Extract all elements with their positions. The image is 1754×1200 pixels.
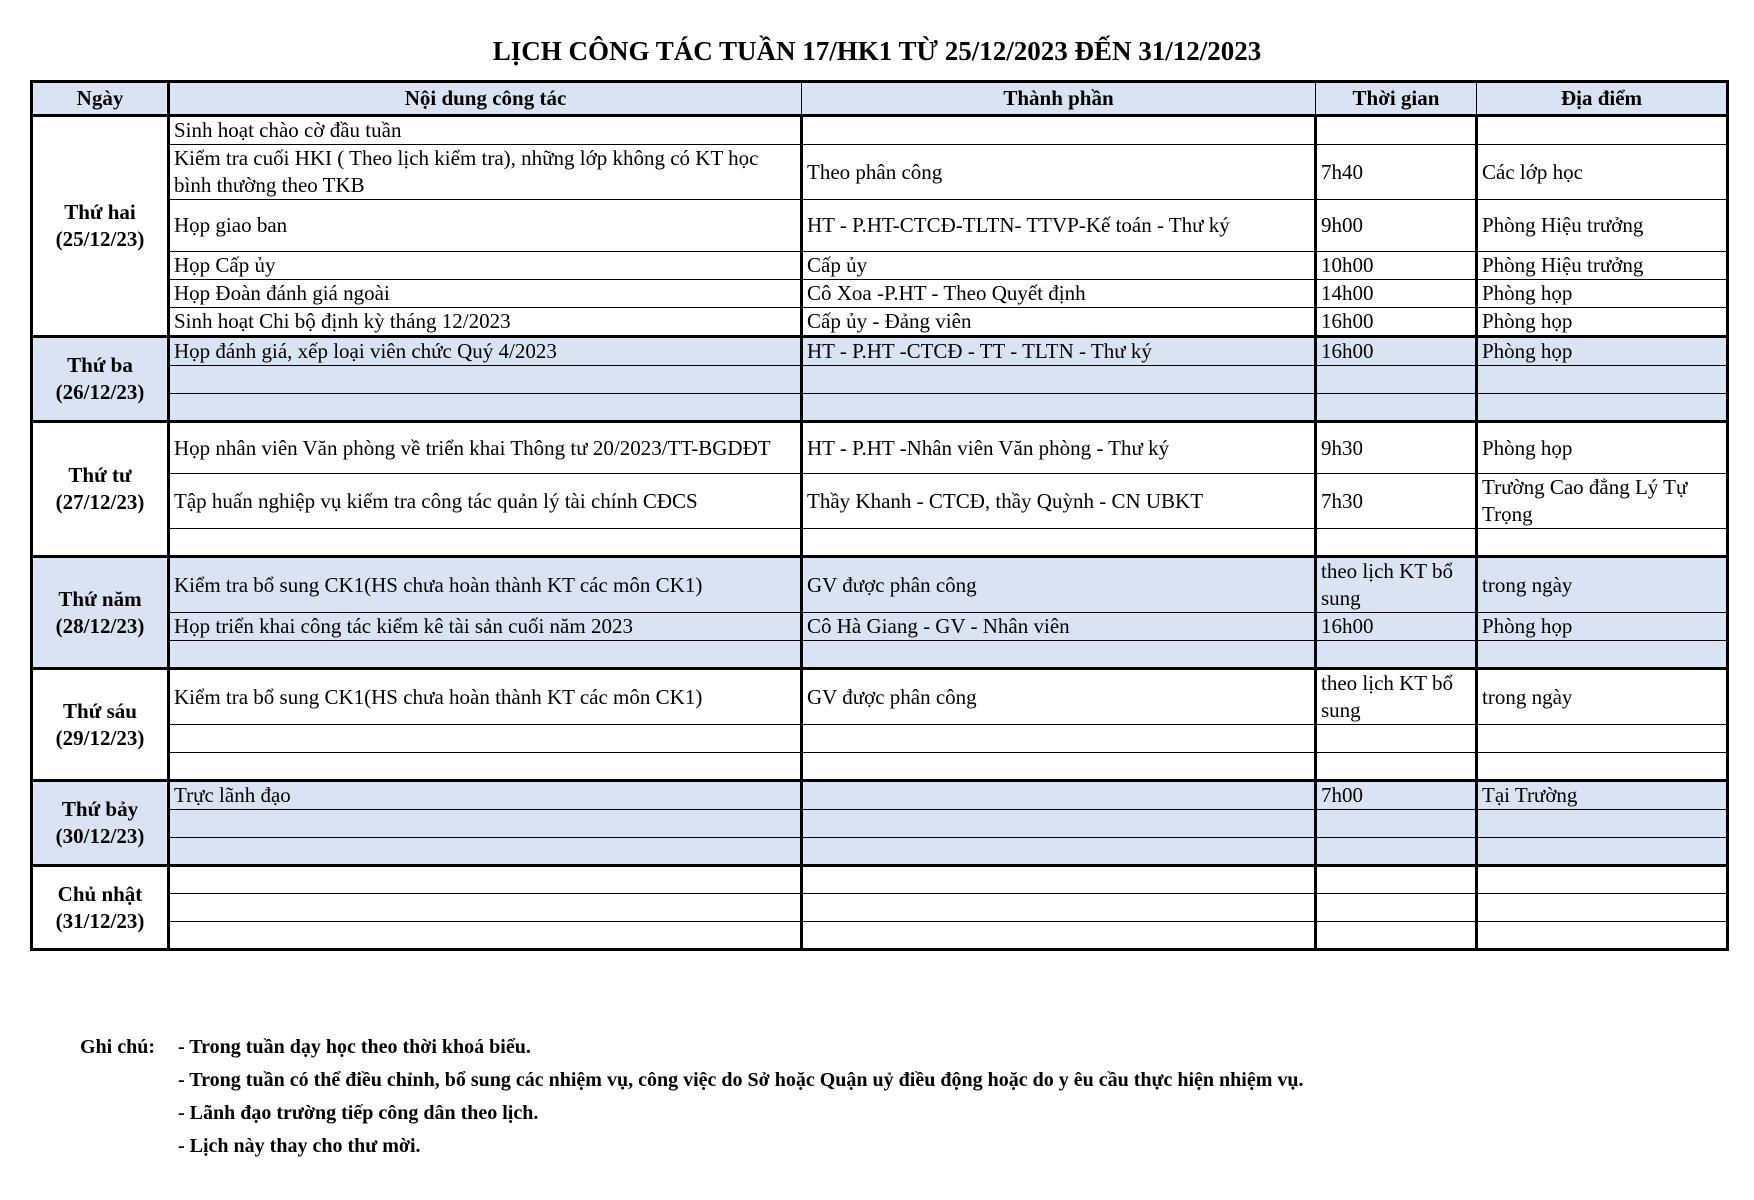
row-location [1477, 753, 1728, 781]
row-location [1477, 725, 1728, 753]
note-line: - Trong tuần dạy học theo thời khoá biểu. [178, 1036, 531, 1058]
page-title: LỊCH CÔNG TÁC TUẦN 17/HK1 TỪ 25/12/2023 ĐẾN 31/12/2023 [492, 36, 1262, 66]
table-row [32, 894, 1728, 922]
header-members: Thành phần [802, 82, 1316, 116]
row-time: 10h00 [1316, 252, 1477, 280]
day-cell [32, 866, 169, 950]
table-row [32, 422, 1728, 474]
table-row [32, 613, 1728, 641]
row-content [169, 529, 802, 557]
day-name: Thứ bảy [61, 797, 139, 821]
row-content: Sinh hoạt Chi bộ định kỳ tháng 12/2023 [169, 308, 802, 337]
row-content [169, 641, 802, 669]
row-location [1477, 394, 1728, 422]
table-row [32, 200, 1728, 252]
day-date: (27/12/23) [55, 490, 145, 514]
header-time: Thời gian [1316, 82, 1477, 116]
table-row [32, 280, 1728, 308]
table-row [32, 366, 1728, 394]
row-content [169, 725, 802, 753]
row-time [1316, 641, 1477, 669]
day-group [32, 669, 1728, 781]
notes-label: Ghi chú: [80, 1036, 156, 1058]
row-location: Các lớp học [1477, 145, 1728, 200]
day-cell [32, 781, 169, 866]
row-location: Phòng họp [1477, 337, 1728, 366]
header-location: Địa điểm [1477, 82, 1728, 116]
row-content: Kiểm tra cuối HKI ( Theo lịch kiểm tra), những lớp không có KT học bình thường theo TKB [169, 145, 802, 200]
row-members [802, 394, 1316, 422]
row-content [169, 894, 802, 922]
row-location: Phòng Hiệu trưởng [1477, 252, 1728, 280]
row-time: 16h00 [1316, 613, 1477, 641]
day-group [32, 781, 1728, 866]
row-location [1477, 116, 1728, 145]
table-row [32, 866, 1728, 894]
row-location [1477, 922, 1728, 950]
table-row [32, 753, 1728, 781]
row-content [169, 394, 802, 422]
row-members: HT - P.HT -Nhân viên Văn phòng - Thư ký [802, 422, 1316, 474]
day-date: (26/12/23) [55, 380, 145, 404]
day-name: Thứ năm [58, 586, 142, 611]
day-cell [32, 337, 169, 422]
row-content: Họp nhân viên Văn phòng về triển khai Thông tư 20/2023/TT-BGDĐT [169, 422, 802, 474]
day-name: Chủ nhật [57, 881, 143, 906]
row-time [1316, 725, 1477, 753]
day-group [32, 866, 1728, 950]
row-content: Họp triển khai công tác kiểm kê tài sản cuối năm 2023 [169, 613, 802, 641]
table-row [32, 810, 1728, 838]
row-time [1316, 366, 1477, 394]
note-line: - Trong tuần có thể điều chỉnh, bổ sung các nhiệm vụ, công việc do Sở hoặc Quận uỷ điều động hoặc do y êu cầu thực hiện nhiệm vụ. [178, 1069, 1304, 1091]
row-content [169, 922, 802, 950]
row-location: Phòng Hiệu trưởng [1477, 200, 1728, 252]
schedule-table [30, 80, 1729, 951]
table-row [32, 337, 1728, 366]
row-time: 16h00 [1316, 337, 1477, 366]
table-row [32, 116, 1728, 145]
row-time: 9h00 [1316, 200, 1477, 252]
row-location [1477, 866, 1728, 894]
row-time: theo lịch KT bổ sung [1316, 557, 1477, 613]
day-date: (28/12/23) [55, 613, 145, 638]
row-members [802, 922, 1316, 950]
row-members: HT - P.HT-CTCĐ-TLTN- TTVP-Kế toán - Thư ký [802, 200, 1316, 252]
row-members: Cấp ủy [802, 252, 1316, 280]
day-name: Thứ hai [64, 200, 136, 224]
header-day: Ngày [32, 82, 169, 116]
table-row [32, 474, 1728, 529]
row-members: Cô Hà Giang - GV - Nhân viên [802, 613, 1316, 641]
row-content: Họp đánh giá, xếp loại viên chức Quý 4/2023 [169, 337, 802, 366]
row-time [1316, 894, 1477, 922]
row-content: Trực lãnh đạo [169, 781, 802, 810]
table-row [32, 394, 1728, 422]
table-row [32, 529, 1728, 557]
table-row [32, 557, 1728, 613]
row-content [169, 838, 802, 866]
header-content: Nội dung công tác [169, 82, 802, 116]
day-cell [32, 116, 169, 337]
row-members [802, 725, 1316, 753]
row-location: Trường Cao đẳng Lý Tự Trọng [1477, 474, 1728, 529]
row-members: GV được phân công [802, 557, 1316, 613]
day-date: (25/12/23) [55, 227, 145, 251]
row-content: Kiểm tra bổ sung CK1(HS chưa hoàn thành KT các môn CK1) [169, 669, 802, 725]
day-group [32, 337, 1728, 422]
day-name: Thứ sáu [63, 698, 137, 723]
row-members [802, 641, 1316, 669]
day-name: Thứ ba [67, 353, 133, 377]
row-location [1477, 641, 1728, 669]
table-row [32, 725, 1728, 753]
row-content [169, 810, 802, 838]
day-group [32, 116, 1728, 337]
row-members: GV được phân công [802, 669, 1316, 725]
table-row [32, 838, 1728, 866]
row-location: Tại Trường [1477, 781, 1728, 810]
table-row [32, 145, 1728, 200]
row-location [1477, 894, 1728, 922]
row-time [1316, 838, 1477, 866]
row-members: Cô Xoa -P.HT - Theo Quyết định [802, 280, 1316, 308]
day-group [32, 557, 1728, 669]
row-location: trong ngày [1477, 669, 1728, 725]
row-time: 7h40 [1316, 145, 1477, 200]
row-time [1316, 753, 1477, 781]
note-line: - Lịch này thay cho thư mời. [178, 1135, 421, 1157]
row-members [802, 894, 1316, 922]
row-time: 14h00 [1316, 280, 1477, 308]
note-line: - Lãnh đạo trường tiếp công dân theo lịch. [178, 1102, 539, 1124]
row-time [1316, 866, 1477, 894]
row-content: Họp giao ban [169, 200, 802, 252]
table-row [32, 641, 1728, 669]
header-row [32, 82, 1728, 116]
row-location: trong ngày [1477, 557, 1728, 613]
row-members: Cấp ủy - Đảng viên [802, 308, 1316, 337]
row-time [1316, 922, 1477, 950]
row-members [802, 866, 1316, 894]
row-content [169, 753, 802, 781]
table-row [32, 922, 1728, 950]
day-date: (29/12/23) [55, 725, 145, 750]
row-members [802, 781, 1316, 810]
row-members: HT - P.HT -CTCĐ - TT - TLTN - Thư ký [802, 337, 1316, 366]
day-group [32, 422, 1728, 557]
row-time: 7h00 [1316, 781, 1477, 810]
row-content: Sinh hoạt chào cờ đầu tuần [169, 116, 802, 145]
row-time [1316, 810, 1477, 838]
row-time: 9h30 [1316, 422, 1477, 474]
table-row [32, 252, 1728, 280]
row-content: Họp Đoàn đánh giá ngoài [169, 280, 802, 308]
row-location [1477, 529, 1728, 557]
day-name: Thứ tư [68, 463, 132, 487]
row-members [802, 529, 1316, 557]
row-members: Theo phân công [802, 145, 1316, 200]
row-location [1477, 366, 1728, 394]
row-members [802, 116, 1316, 145]
row-content [169, 866, 802, 894]
row-time: theo lịch KT bổ sung [1316, 669, 1477, 725]
row-content: Tập huấn nghiệp vụ kiểm tra công tác quản lý tài chính CĐCS [169, 474, 802, 529]
table-row [32, 669, 1728, 725]
row-location: Phòng họp [1477, 613, 1728, 641]
day-cell [32, 422, 169, 557]
row-location: Phòng họp [1477, 280, 1728, 308]
row-location [1477, 838, 1728, 866]
row-time: 7h30 [1316, 474, 1477, 529]
row-content: Kiểm tra bổ sung CK1(HS chưa hoàn thành KT các môn CK1) [169, 557, 802, 613]
table-row [32, 308, 1728, 337]
row-content: Họp Cấp ủy [169, 252, 802, 280]
day-date: (30/12/23) [55, 824, 145, 848]
row-members [802, 753, 1316, 781]
row-location: Phòng họp [1477, 308, 1728, 337]
table-row [32, 781, 1728, 810]
row-location: Phòng họp [1477, 422, 1728, 474]
row-time: 16h00 [1316, 308, 1477, 337]
row-time [1316, 394, 1477, 422]
day-cell [32, 557, 169, 669]
row-members [802, 810, 1316, 838]
row-time [1316, 529, 1477, 557]
row-content [169, 366, 802, 394]
row-time [1316, 116, 1477, 145]
row-members: Thầy Khanh - CTCĐ, thầy Quỳnh - CN UBKT [802, 474, 1316, 529]
day-cell [32, 669, 169, 781]
row-members [802, 366, 1316, 394]
row-location [1477, 810, 1728, 838]
day-date: (31/12/23) [55, 908, 145, 933]
row-members [802, 838, 1316, 866]
